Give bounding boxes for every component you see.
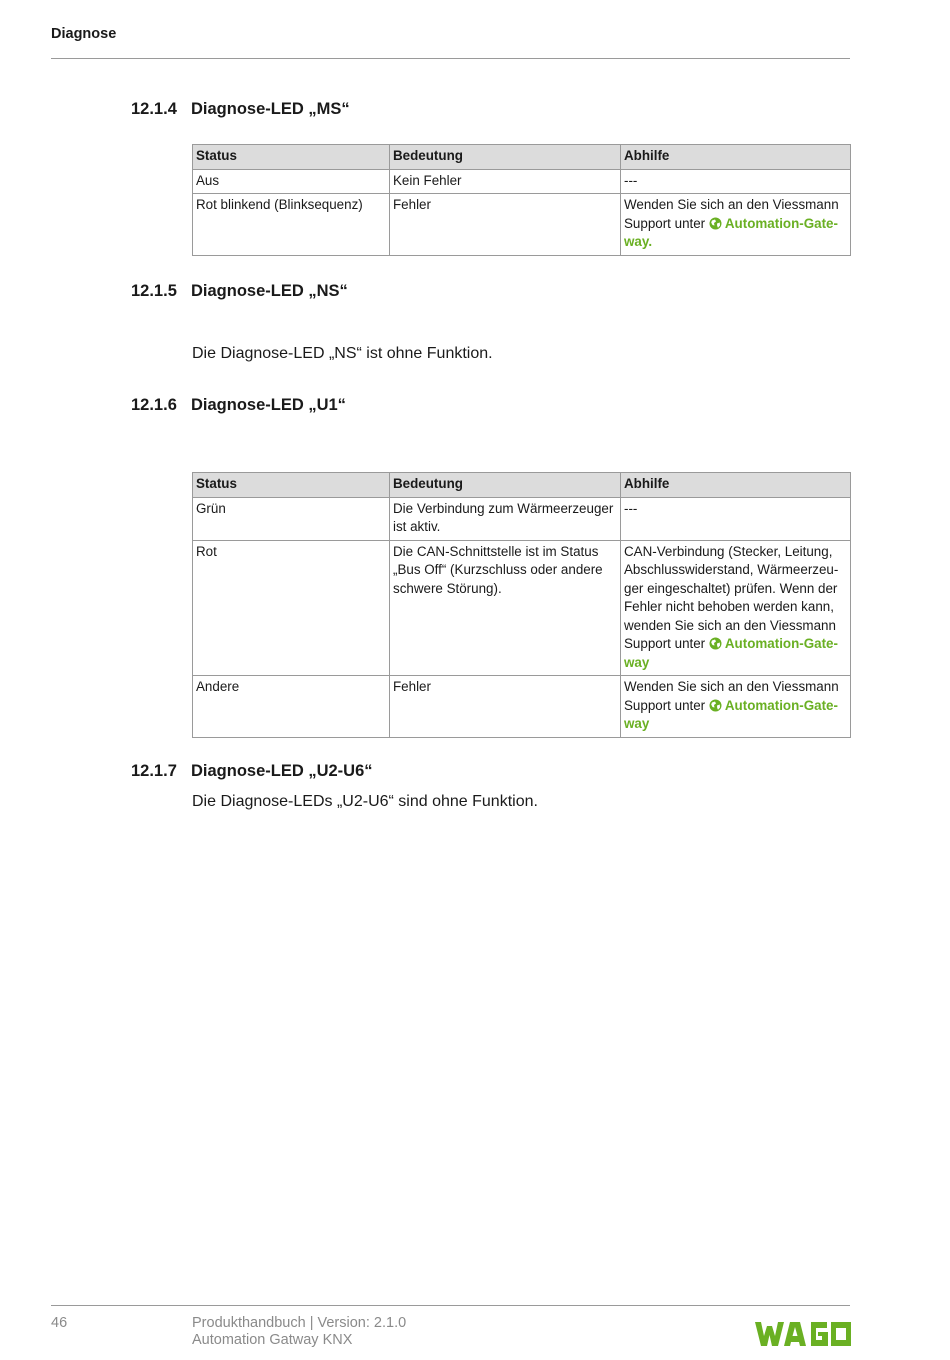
section-heading-ns <box>131 282 348 301</box>
table-row <box>193 497 851 540</box>
section-title: Diagnose-LED „U1“ <box>191 396 346 414</box>
column-header-remedy: Abhilfe <box>621 473 851 498</box>
section-number: 12.1.6 <box>131 396 177 414</box>
wago-logo <box>755 1318 851 1348</box>
section-number: 12.1.5 <box>131 282 177 300</box>
table-row <box>193 169 851 194</box>
remedy-cell <box>621 676 851 738</box>
table-row <box>193 676 851 738</box>
footer-rule <box>51 1305 850 1306</box>
column-header-status: Status <box>193 145 390 170</box>
status-cell: Andere <box>193 676 390 738</box>
led-u1-table <box>192 472 851 738</box>
section-u2-u6-text: Die Diagnose-LEDs „U2-U6“ sind ohne Funktion. <box>192 793 538 810</box>
status-cell: Aus <box>193 169 390 194</box>
page-number: 46 <box>51 1315 68 1331</box>
remedy-text: Wenden Sie sich an den Viessmann Support unter <box>624 197 839 231</box>
remedy-text: Wenden Sie sich an den Viessmann Support unter <box>624 679 839 713</box>
automation-gateway-link[interactable]: Automation-Gate-way <box>624 636 838 670</box>
remedy-cell: --- <box>621 497 851 540</box>
column-header-remedy: Abhilfe <box>621 145 851 170</box>
header-rule <box>51 58 850 59</box>
page-header-title: Diagnose <box>51 26 117 42</box>
status-cell: Rot <box>193 540 390 676</box>
section-heading-u2-u6 <box>131 762 373 781</box>
remedy-cell: --- <box>621 169 851 194</box>
column-header-meaning: Bedeutung <box>390 473 621 498</box>
globe-icon <box>709 637 722 650</box>
meaning-cell: Die CAN-Schnittstelle ist im Status „Bus Off“ (Kurzschluss oder andere schwere Störung). <box>390 540 621 676</box>
column-header-meaning: Bedeutung <box>390 145 621 170</box>
meaning-cell: Fehler <box>390 194 621 256</box>
table-row <box>193 540 851 676</box>
section-title: Diagnose-LED „NS“ <box>191 282 348 300</box>
status-cell: Grün <box>193 497 390 540</box>
meaning-cell: Kein Fehler <box>390 169 621 194</box>
automation-gateway-link[interactable]: Automation-Gate-way <box>624 697 838 731</box>
table-header-row <box>193 473 851 498</box>
section-heading-u1 <box>131 396 346 415</box>
column-header-status: Status <box>193 473 390 498</box>
table-header-row <box>193 145 851 170</box>
section-heading-ms <box>131 100 350 119</box>
automation-gateway-link[interactable]: Automation-Gate-way. <box>624 215 838 249</box>
table-row <box>193 194 851 256</box>
meaning-cell: Die Verbindung zum Wärmeerzeuger ist aktiv. <box>390 497 621 540</box>
section-title: Diagnose-LED „MS“ <box>191 100 350 118</box>
footer-product-name: Automation Gatway KNX <box>192 1332 353 1348</box>
remedy-text: CAN-Verbindung (Stecker, Leitung, Abschlusswiderstand, Wärmeerzeu-ger eingeschaltet) prüfen. Wenn der Fehler nicht behoben werden kann, wenden Sie sich an den Viessmann Support unter <box>624 543 839 651</box>
globe-icon <box>709 217 722 230</box>
status-cell: Rot blinkend (Blinksequenz) <box>193 194 390 256</box>
led-ms-table <box>192 144 851 256</box>
section-ns-text: Die Diagnose-LED „NS“ ist ohne Funktion. <box>192 345 493 362</box>
section-number: 12.1.4 <box>131 100 177 118</box>
section-number: 12.1.7 <box>131 762 177 780</box>
remedy-cell <box>621 540 851 676</box>
globe-icon <box>709 699 722 712</box>
remedy-cell <box>621 194 851 256</box>
meaning-cell: Fehler <box>390 676 621 738</box>
section-title: Diagnose-LED „U2-U6“ <box>191 762 373 780</box>
footer-document-title: Produkthandbuch | Version: 2.1.0 <box>192 1315 407 1331</box>
wago-logo-text: WAGO <box>755 1318 759 1319</box>
